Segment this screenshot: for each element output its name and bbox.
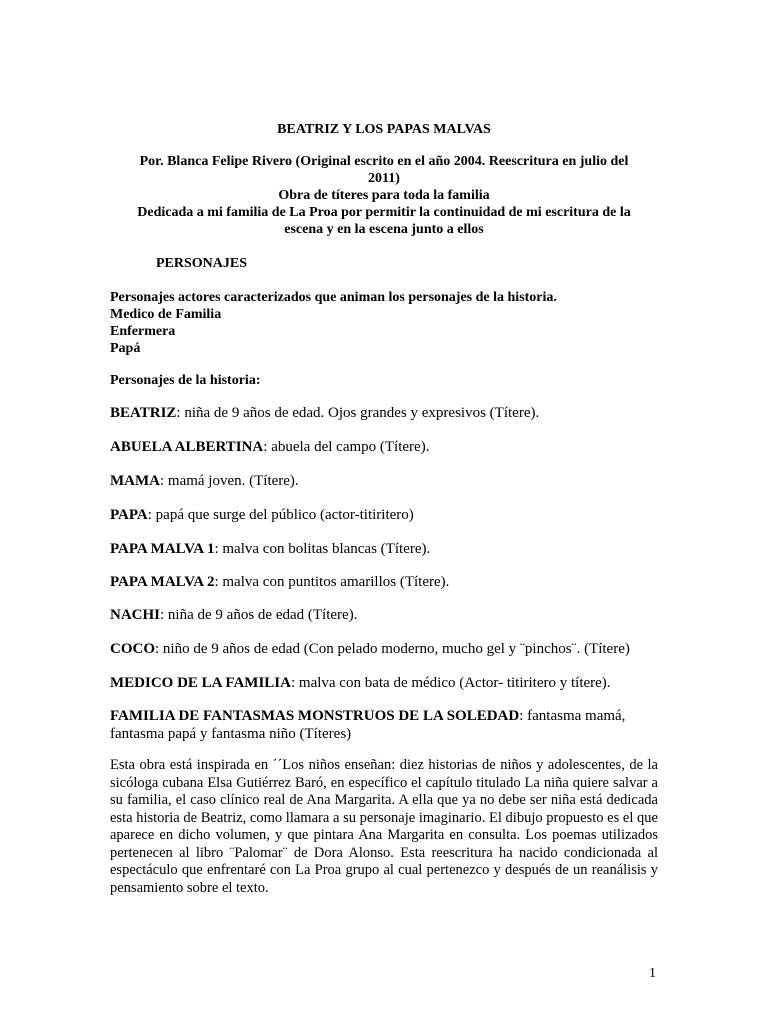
character-description: : malva con bolitas blancas (Títere). bbox=[214, 541, 431, 557]
character-name: BEATRIZ bbox=[110, 405, 177, 421]
character-entry bbox=[110, 707, 658, 743]
character-entry bbox=[110, 674, 670, 692]
character-entry bbox=[110, 540, 670, 558]
character-description: : abuela del campo (Títere). bbox=[263, 439, 430, 455]
dedication-line-continued: escena y en la escena junto a ellos bbox=[284, 222, 484, 237]
character-entry bbox=[110, 472, 670, 490]
actors-intro: Personajes actores caracterizados que animan los personajes de la historia. bbox=[110, 290, 557, 305]
author-line-continued: 2011) bbox=[368, 171, 400, 186]
character-entry bbox=[110, 506, 670, 524]
character-description: : mamá joven. (Títere). bbox=[159, 473, 299, 489]
character-name: COCO bbox=[110, 641, 155, 657]
character-description: : niña de 9 años de edad (Títere). bbox=[160, 607, 358, 623]
dedication-line: Dedicada a mi familia de La Proa por permitir la continuidad de mi escritura de la bbox=[137, 205, 631, 220]
character-name: NACHI bbox=[110, 607, 161, 623]
document-title: BEATRIZ Y LOS PAPAS MALVAS bbox=[277, 122, 491, 137]
actor-item: Medico de Familia bbox=[110, 307, 222, 322]
character-entry bbox=[110, 404, 670, 422]
page-number: 1 bbox=[649, 966, 656, 981]
character-name: MEDICO DE LA FAMILIA bbox=[110, 675, 291, 691]
document-subtitle: Obra de títeres para toda la familia bbox=[278, 188, 490, 203]
character-name: FAMILIA DE FANTASMAS MONSTRUOS DE LA SOLEDAD bbox=[110, 708, 520, 724]
character-description: : niña de 9 años de edad. Ojos grandes y expresivos (Títere). bbox=[176, 405, 540, 421]
character-entry bbox=[110, 438, 670, 456]
character-entry bbox=[110, 606, 670, 624]
character-entry bbox=[110, 573, 670, 591]
story-characters-heading: Personajes de la historia: bbox=[110, 373, 261, 388]
character-description: : malva con puntitos amarillos (Títere). bbox=[214, 574, 450, 590]
character-description: : fantasma mamá, fantasma papá y fantasma niño (Títeres) bbox=[110, 708, 626, 742]
body-paragraph: Esta obra está inspirada en ´´Los niños enseñan: diez historias de niños y adolescentes, de la sicóloga cubana Elsa Gutiérrez Baró, en específico el capítulo titulado La niña quiere salvar a su familia, el caso clínico real de Ana Margarita. A ella que ya no debe ser niña está dedicada esta historia de Beatriz, como llamara a su personaje imaginario. El dibujo propuesto es el que aparece en dicho volumen, y que pintara Ana Margarita en consulta. Los poemas utilizados pertenecen al libro ¨Palomar¨ de Dora Alonso. Esta reescritura ha nacido condicionada al espectáculo que enfrentaré con La Proa grupo al cual pertenezco y después de un reanálisis y pensamiento sobre el texto. bbox=[110, 757, 658, 896]
character-name: PAPA MALVA 1 bbox=[110, 541, 215, 557]
character-description: : malva con bata de médico (Actor- titiritero y títere). bbox=[290, 675, 611, 691]
actor-item: Enfermera bbox=[110, 324, 176, 339]
character-name: MAMA bbox=[110, 473, 160, 489]
author-line: Por. Blanca Felipe Rivero (Original escrito en el año 2004. Reescritura en julio del bbox=[139, 154, 629, 169]
character-name: PAPA MALVA 2 bbox=[110, 574, 215, 590]
character-description: : papá que surge del público (actor-titiritero) bbox=[147, 507, 414, 523]
character-name: ABUELA ALBERTINA bbox=[110, 439, 264, 455]
character-entry bbox=[110, 640, 670, 658]
personajes-heading: PERSONAJES bbox=[156, 256, 248, 271]
character-name: PAPA bbox=[110, 507, 148, 523]
character-description: : niño de 9 años de edad (Con pelado moderno, mucho gel y ¨pinchos¨. (Títere) bbox=[155, 641, 630, 657]
actor-item: Papá bbox=[110, 341, 141, 356]
